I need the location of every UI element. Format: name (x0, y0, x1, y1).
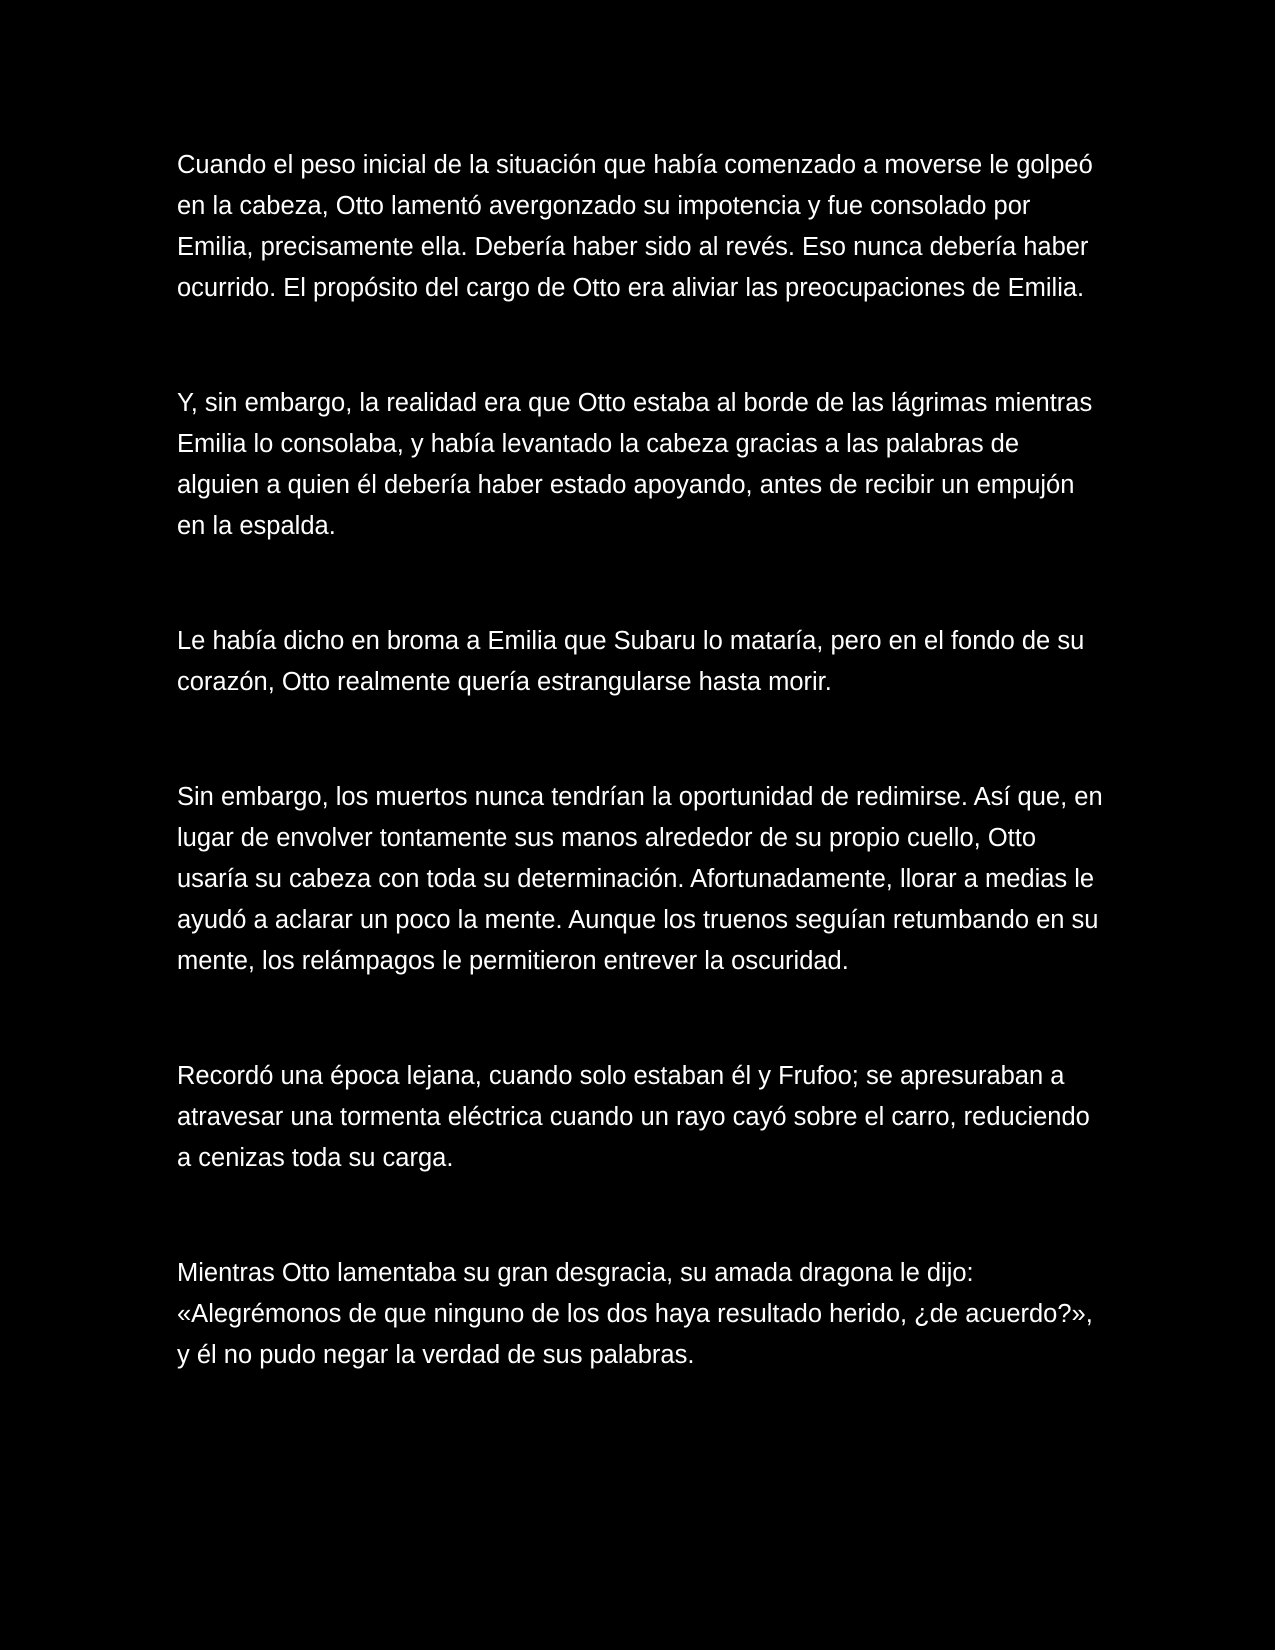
paragraph-2: Y, sin embargo, la realidad era que Otto estaba al borde de las lágrimas mientras Emilia lo consolaba, y había levantado la cabeza gracias a las palabras de alguien a quien él debería haber estado apoyando, antes de recibir un empujón en la espalda. (177, 389, 1093, 540)
document-page (177, 145, 1107, 1376)
paragraph-1: Cuando el peso inicial de la situación que había comenzado a moverse le golpeó en la cabeza, Otto lamentó avergonzado su impotencia y fue consolado por Emilia, precisamente ella. Debería haber sido al revés. Eso nunca debería haber ocurrido. El propósito del cargo de Otto era aliviar las preocupaciones de Emilia. (177, 151, 1093, 302)
paragraph-6: Mientras Otto lamentaba su gran desgracia, su amada dragona le dijo: «Alegrémonos de que ninguno de los dos haya resultado herido, ¿de acuerdo?», y él no pudo negar la verdad de sus palabras. (177, 1259, 1093, 1369)
paragraph-3: Le había dicho en broma a Emilia que Subaru lo mataría, pero en el fondo de su corazón, Otto realmente quería estrangularse hasta morir. (177, 627, 1085, 696)
paragraph-4: Sin embargo, los muertos nunca tendrían la oportunidad de redimirse. Así que, en lugar de envolver tontamente sus manos alrededor de su propio cuello, Otto usaría su cabeza con toda su determinación. Afortunadamente, llorar a medias le ayudó a aclarar un poco la mente. Aunque los truenos seguían retumbando en su mente, los relámpagos le permitieron entrever la oscuridad. (177, 783, 1103, 975)
paragraph-5: Recordó una época lejana, cuando solo estaban él y Frufoo; se apresuraban a atravesar una tormenta eléctrica cuando un rayo cayó sobre el carro, reduciendo a cenizas toda su carga. (177, 1062, 1090, 1172)
